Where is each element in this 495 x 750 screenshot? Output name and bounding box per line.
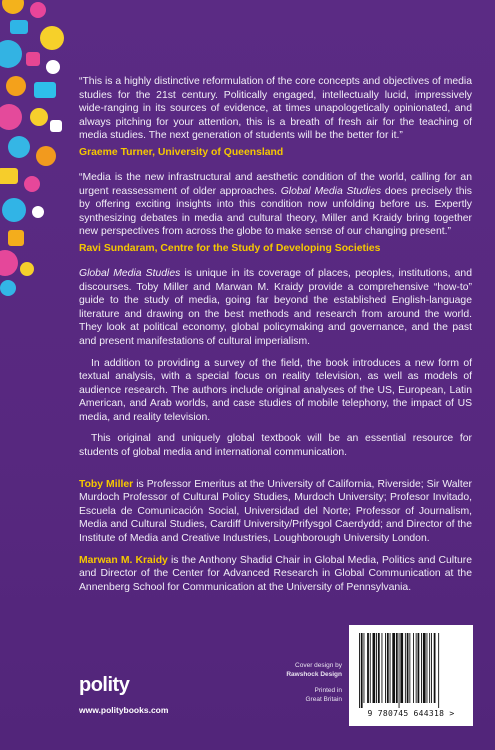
barcode-bar	[399, 633, 400, 708]
decor-circle-icon	[0, 250, 18, 276]
isbn-barcode	[357, 633, 465, 708]
decor-circle-icon	[20, 262, 34, 276]
quote-2	[79, 171, 472, 239]
author-bio-2	[79, 554, 472, 595]
barcode-bar	[382, 633, 383, 703]
author-bio-1	[79, 478, 472, 546]
barcode-bar	[421, 633, 422, 703]
decor-circle-icon	[30, 2, 46, 18]
barcode-bar	[387, 633, 389, 703]
decor-circle-icon	[30, 108, 48, 126]
barcode-bar	[385, 633, 386, 703]
decor-circle-icon	[2, 0, 24, 14]
barcode-bar	[423, 633, 426, 703]
barcode-bar	[418, 633, 420, 703]
publisher-url[interactable]: www.politybooks.com	[79, 705, 169, 715]
author-bio-2-text: is the Anthony Shadid Chair in Global Media, Politics and Culture and Director of the Center for Advanced Research in Global Communication at the Annenberg School for Communication at the University of Pennsylvania.	[79, 554, 472, 593]
decor-circle-icon	[2, 198, 26, 222]
quote-2-title: Global Media Studies	[280, 185, 382, 197]
barcode-bar	[429, 633, 430, 703]
decor-circle-icon	[6, 76, 26, 96]
barcode-bar	[367, 633, 369, 703]
decor-square-icon	[8, 230, 24, 246]
decor-circle-icon	[36, 146, 56, 166]
quote-2-attribution: Ravi Sundaram, Centre for the Study of Developing Societies	[79, 242, 381, 254]
barcode-bar	[376, 633, 377, 703]
description-paragraph-1-text: is unique in its coverage of places, peoples, institutions, and discourses. Toby Miller and Marwan M. Kraidy provide a comprehensive “how-to” guide to the study of media, going far beyond the established English-language literature and drawing on the best methods and research from around the world. They look at political economy, global policymaking and governance, and the past and present manifestations of cultural imperialism.	[79, 267, 472, 347]
decor-circle-icon	[32, 206, 44, 218]
barcode-bar	[392, 633, 395, 703]
text-content	[79, 75, 472, 602]
barcode-bar	[390, 633, 391, 703]
book-title: Global Media Studies	[79, 267, 181, 279]
barcode-bar	[373, 633, 376, 703]
author-name-2: Marwan M. Kraidy	[79, 554, 168, 566]
barcode-bar	[409, 633, 410, 703]
cover-design-label: Cover design by	[295, 662, 342, 669]
barcode-bar	[361, 633, 363, 708]
publisher-logo: polity	[79, 674, 130, 696]
barcode-bar	[370, 633, 371, 703]
description-paragraph-2: In addition to providing a survey of the field, the book introduces a new form of textual analysis, with a special focus on reality television, as well as models of audience research. The authors include original analyses of the US, European, Latin American, and Arab worlds, and case studies of mobile telephony, the impact of US media, and reality television.	[79, 357, 472, 423]
barcode-bar	[434, 633, 436, 703]
author-bio-1-text: is Professor Emeritus at the University of California, Riverside; Sir Walter Murdoch Professor of Cultural Policy Studies, Murdoch University; Profesor Invitado, Escuela de Comunicación Social, Universidad del Norte; Professor of Journalism, Media and Cultural Studies, Cardiff University/Prifysgol Caerdydd; and Director of the Institute of Media and Creative Industries, Loughborough University London.	[79, 478, 472, 545]
barcode-bar	[364, 633, 365, 703]
barcode-bar	[407, 633, 409, 703]
printed-country: Great Britain	[305, 695, 342, 703]
barcode-bar	[427, 633, 428, 703]
quote-1: “This is a highly distinctive reformulation of the core concepts and objectives of media studies for the 21st century. Politically engaged, intellectually lucid, impressively wide-ranging in its sources of evidence, at times unapologetically opinionated, and always pitching for your attention, this is a breath of fresh air for the teaching of media studies. The next generation of students will be the better for it.”	[79, 76, 472, 142]
cover-designer: Rawshock Design	[286, 670, 342, 678]
author-name-1: Toby Miller	[79, 478, 134, 490]
barcode-bar	[400, 633, 403, 703]
quote-1-attribution: Graeme Turner, University of Queensland	[79, 146, 284, 158]
decorative-icon-cluster	[0, 0, 80, 300]
barcode-bar	[413, 633, 414, 703]
quote-2-text-a: “Media is the new infrastructural and aesthetic condition of the world, calling for an urgent reassessment of older approaches.	[79, 171, 472, 197]
decor-square-icon	[50, 120, 62, 132]
decor-circle-icon	[0, 40, 22, 68]
decor-circle-icon	[24, 176, 40, 192]
barcode-bar	[431, 633, 432, 703]
quote-2-text-b: does precisely this by offering exciting insights into this condition now unfolding before us. Expertly synthesizing debates in media and cultural theory, Miller and Kraidy bring together new perspectives from across the globe to make sense of our changing present.”	[79, 185, 472, 238]
description-paragraph-1	[79, 267, 472, 349]
decor-circle-icon	[8, 136, 30, 158]
description-paragraph-3: This original and uniquely global textbook will be an essential resource for students of global media and international communication.	[79, 433, 472, 459]
decor-square-icon	[34, 82, 56, 98]
barcode-bar	[359, 633, 360, 708]
decor-square-icon	[0, 168, 18, 184]
barcode-bar	[405, 633, 406, 703]
decor-circle-icon	[0, 280, 16, 296]
decor-circle-icon	[40, 26, 64, 50]
barcode-panel	[349, 625, 473, 726]
decor-circle-icon	[46, 60, 60, 74]
decor-square-icon	[26, 52, 40, 66]
barcode-bar	[438, 633, 439, 708]
credits	[270, 662, 342, 704]
isbn-number: 9 780745 644318 >	[367, 709, 455, 718]
barcode-bar	[416, 633, 417, 703]
barcode-bar	[378, 633, 380, 703]
printed-label: Printed in	[314, 687, 342, 694]
decor-square-icon	[10, 20, 28, 34]
barcode-bar	[396, 633, 398, 703]
decor-circle-icon	[0, 104, 22, 130]
